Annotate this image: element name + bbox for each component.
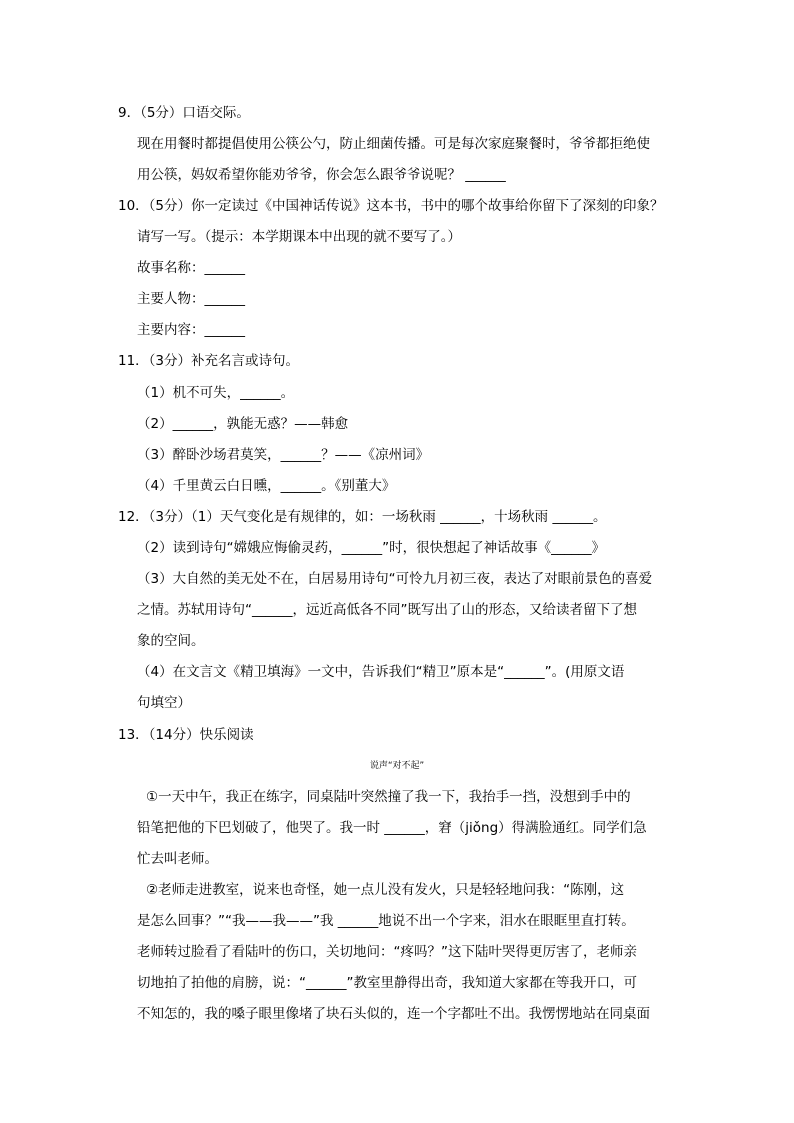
question-12-item: （3）大自然的美无处不在，白居易用诗句“可怜九月初三夜，表达了对眼前景色的喜爱 (137, 571, 653, 587)
question-12-item: 句填空） (137, 695, 191, 711)
question-9-text: 现在用餐时都提倡使用公筷公勺，防止细菌传播。可是每次家庭聚餐时，爷爷都拒绝使 (137, 136, 650, 152)
question-10-field: 主要人物：______ (137, 291, 245, 307)
question-11-item: （2）______，孰能无惑？——韩愈 (137, 416, 349, 432)
passage-paragraph: 老师转过脸看了看陆叶的伤口，关切地问：“疼吗？”这下陆叶哭得更厉害了，老师亲 (137, 944, 637, 960)
passage-paragraph: 不知怎的，我的嗓子眼里像堵了块石头似的，连一个字都吐不出。我愣愣地站在同桌面 (137, 1006, 650, 1022)
question-11-title: 11．（3分）补充名言或诗句。 (118, 353, 300, 369)
question-9-title: 9．（5分）口语交际。 (118, 105, 250, 121)
question-12-title: 12．（3分）（1）天气变化是有规律的，如：一场秋雨 ______，十场秋雨 ______。 (118, 509, 607, 525)
question-10-field: 故事名称：______ (137, 260, 245, 276)
passage-paragraph: 忙去叫老师。 (137, 851, 218, 867)
question-11-item: （3）醉卧沙场君莫笑，______？——《凉州词》 (137, 447, 430, 463)
question-10-text: 请写一写。（提示：本学期课本中出现的就不要写了。） (137, 229, 461, 245)
question-12-item: （4）在文言文《精卫填海》一文中，告诉我们“精卫”原本是“______”。(用原文语 (137, 664, 625, 680)
passage-paragraph: ②老师走进教室，说来也奇怪，她一点儿没有发火，只是轻轻地问我：“陈刚，这 (146, 882, 625, 898)
passage-title: 说声“对不起” (369, 761, 425, 771)
question-11-item: （1）机不可失，______。 (137, 385, 295, 401)
passage-paragraph: 切地拍了拍他的肩膀，说：“______”教室里静得出奇，我知道大家都在等我开口，可 (137, 975, 637, 991)
question-12-item: 之情。苏轼用诗句“______，远近高低各不同”既写出了山的形态，又给读者留下了想 (137, 602, 637, 618)
question-10-field: 主要内容：______ (137, 322, 245, 338)
question-9-text: 用公筷，妈奴希望你能劝爷爷，你会怎么跟爷爷说呢？ ______ (137, 167, 506, 183)
question-12-item: 象的空间。 (137, 633, 205, 649)
question-13-title: 13．（14分）快乐阅读 (118, 727, 254, 743)
passage-paragraph: 是怎么回事？”“我——我——”我 ______地说不出一个字来，泪水在眼眶里直打转。 (137, 913, 635, 929)
question-12-item: （2）读到诗句“嫦娥应悔偷灵药，______”时，很快想起了神话故事《______》 (137, 540, 606, 556)
question-10-title: 10．（5分）你一定读过《中国神话传说》这本书，书中的哪个故事给你留下了深刻的印象？ (118, 198, 664, 214)
passage-paragraph: 铅笔把他的下巴划破了，他哭了。我一时 ______，窘（jiǒng）得满脸通红。同学们急 (137, 820, 647, 836)
question-11-item: （4）千里黄云白日曛，______。《别董大》 (137, 478, 396, 494)
passage-paragraph: ①一天中午，我正在练字，同桌陆叶突然撞了我一下，我抬手一挡，没想到手中的 (146, 789, 631, 805)
